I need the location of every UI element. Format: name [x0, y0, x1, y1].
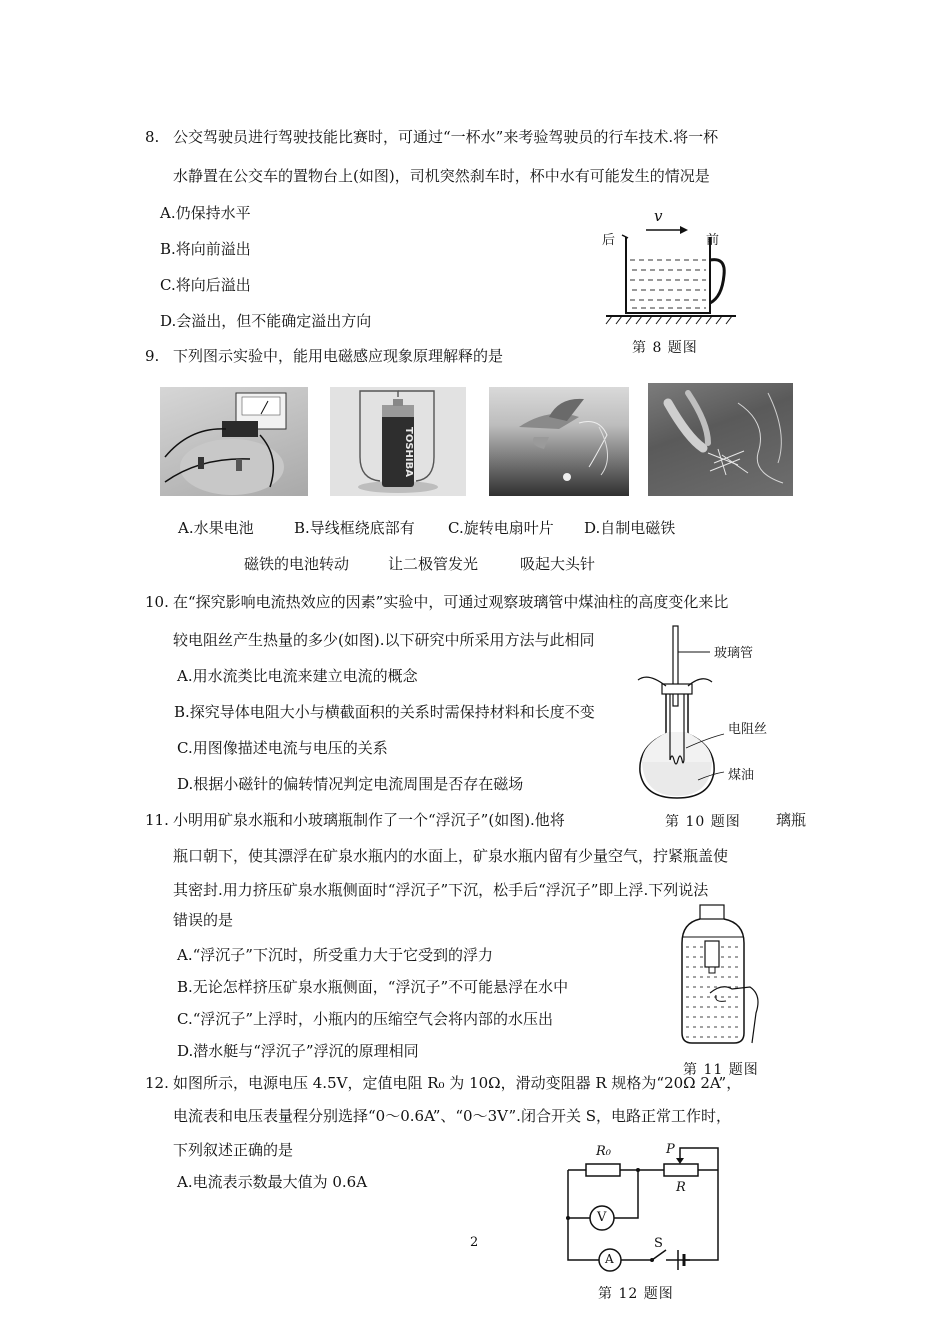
q9-option-a: A.水果电池 — [178, 519, 254, 537]
q10-option-c: C.用图像描述电流与电压的关系 — [177, 739, 388, 757]
q9-photo-fan — [489, 387, 629, 496]
q9-option-b: B.导线框绕底部有 — [294, 519, 415, 537]
q9-option-b-cont: 磁铁的电池转动 — [244, 555, 350, 573]
q10-flask-figure — [628, 622, 788, 802]
q8-velocity-label: v — [654, 207, 663, 225]
q10-line2: 较电阻丝产生热量的多少(如图).以下研究中所采用方法与此相同 — [173, 631, 595, 649]
q8-option-a: A.仍保持水平 — [160, 204, 251, 222]
q11-line1-end: 璃瓶 — [776, 811, 807, 829]
q12-p-label: P — [666, 1142, 675, 1157]
q10-oil-label: 煤油 — [728, 768, 755, 783]
q8-line2: 水静置在公交车的置物台上(如图)，司机突然刹车时，杯中水有可能发生的情况是 — [173, 167, 710, 185]
q12-switch-label: S — [654, 1236, 663, 1251]
q10-option-b: B.探究导体电阻大小与横截面积的关系时需保持材料和长度不变 — [174, 703, 595, 721]
q9-option-c-cont: 让二极管发光 — [388, 555, 479, 573]
q10-option-a: A.用水流类比电流来建立电流的概念 — [177, 667, 418, 685]
q11-line4: 错误的是 — [173, 911, 234, 929]
q8-back-label: 后 — [602, 233, 616, 248]
q9-option-d-cont: 吸起大头针 — [520, 555, 596, 573]
q9-number: 9. — [145, 347, 160, 365]
q8-option-c: C.将向后溢出 — [160, 276, 251, 294]
q12-line1: 12. 如图所示，电源电压 4.5V，定值电阻 R₀ 为 10Ω，滑动变阻器 R 规格为“20Ω 2A”， — [145, 1074, 742, 1092]
q9-stem: 9. 下列图示实验中，能用电磁感应现象原理解释的是 — [145, 347, 504, 365]
q12-option-a: A.电流表示数最大值为 0.6A — [177, 1173, 368, 1191]
q10-number: 10. — [145, 593, 169, 611]
q11-line3: 其密封.用力挤压矿泉水瓶侧面时“浮沉子”下沉，松手后“浮沉子”即上浮.下列说法 — [173, 881, 709, 899]
q12-r-label: R — [676, 1180, 686, 1195]
q12-line2: 电流表和电压表量程分别选择“0～0.6A”、“0～3V”.闭合开关 S，电路正常工作时， — [173, 1107, 731, 1125]
q8-front-label: 前 — [706, 233, 720, 248]
q12-ammeter-label: A — [605, 1252, 614, 1266]
q8-line1: 8. 公交驾驶员进行驾驶技能比赛时，可通过“一杯水”来考验驾驶员的行车技术.将一杯 — [145, 128, 719, 146]
q9-photo-fruit-battery — [160, 387, 308, 496]
q11-option-d: D.潜水艇与“浮沉子”浮沉的原理相同 — [177, 1042, 419, 1060]
q11-line1: 11. 小明用矿泉水瓶和小玻璃瓶制作了一个“浮沉子”(如图).他将 — [145, 811, 565, 829]
q9-option-d: D.自制电磁铁 — [584, 519, 676, 537]
q11-option-a: A.“浮沉子”下沉时，所受重力大于它受到的浮力 — [177, 946, 493, 964]
q12-line3: 下列叙述正确的是 — [173, 1141, 294, 1159]
q10-tube-label: 玻璃管 — [714, 646, 754, 661]
page-number: 2 — [470, 1235, 479, 1250]
q10-option-b-clip — [174, 702, 629, 722]
q11-line2: 瓶口朝下，使其漂浮在矿泉水瓶内的水面上，矿泉水瓶内留有少量空气，拧紧瓶盖使 — [173, 847, 729, 865]
q8-cup-figure — [598, 205, 748, 330]
q12-r0-label: R₀ — [596, 1144, 611, 1159]
q9-photo-electromagnet — [648, 383, 793, 496]
q12-voltmeter-label: V — [597, 1210, 607, 1225]
q10-line1: 10. 在“探究影响电流热效应的因素”实验中，可通过观察玻璃管中煤油柱的高度变化来比 — [145, 593, 729, 611]
q11-number: 11. — [145, 811, 169, 829]
q10-wire-label: 电阻丝 — [728, 722, 768, 737]
q8-figure-caption: 第 8 题图 — [632, 340, 698, 356]
q12-circuit-figure — [560, 1140, 730, 1275]
q8-option-d: D.会溢出，但不能确定溢出方向 — [160, 312, 372, 330]
q11-option-c: C.“浮沉子”上浮时，小瓶内的压缩空气会将内部的水压出 — [177, 1010, 554, 1028]
q12-number: 12. — [145, 1074, 169, 1092]
q11-option-b: B.无论怎样挤压矿泉水瓶侧面，“浮沉子”不可能悬浮在水中 — [177, 978, 569, 996]
q9-battery-brand: TOSHIBA — [403, 427, 414, 477]
q9-option-c: C.旋转电扇叶片 — [448, 519, 554, 537]
q10-figure-caption: 第 10 题图 — [665, 814, 741, 830]
q11-bottle-figure — [670, 903, 765, 1048]
q8-option-b: B.将向前溢出 — [160, 240, 251, 258]
q8-number: 8. — [145, 128, 160, 146]
q9-options-row2 — [244, 554, 596, 574]
q12-figure-caption: 第 12 题图 — [598, 1286, 674, 1302]
q9-photo-battery-frame — [330, 387, 466, 496]
q11-figure-caption: 第 11 题图 — [683, 1062, 759, 1078]
q10-option-d: D.根据小磁针的偏转情况判定电流周围是否存在磁场 — [177, 775, 524, 793]
q9-options-row1 — [178, 518, 676, 538]
